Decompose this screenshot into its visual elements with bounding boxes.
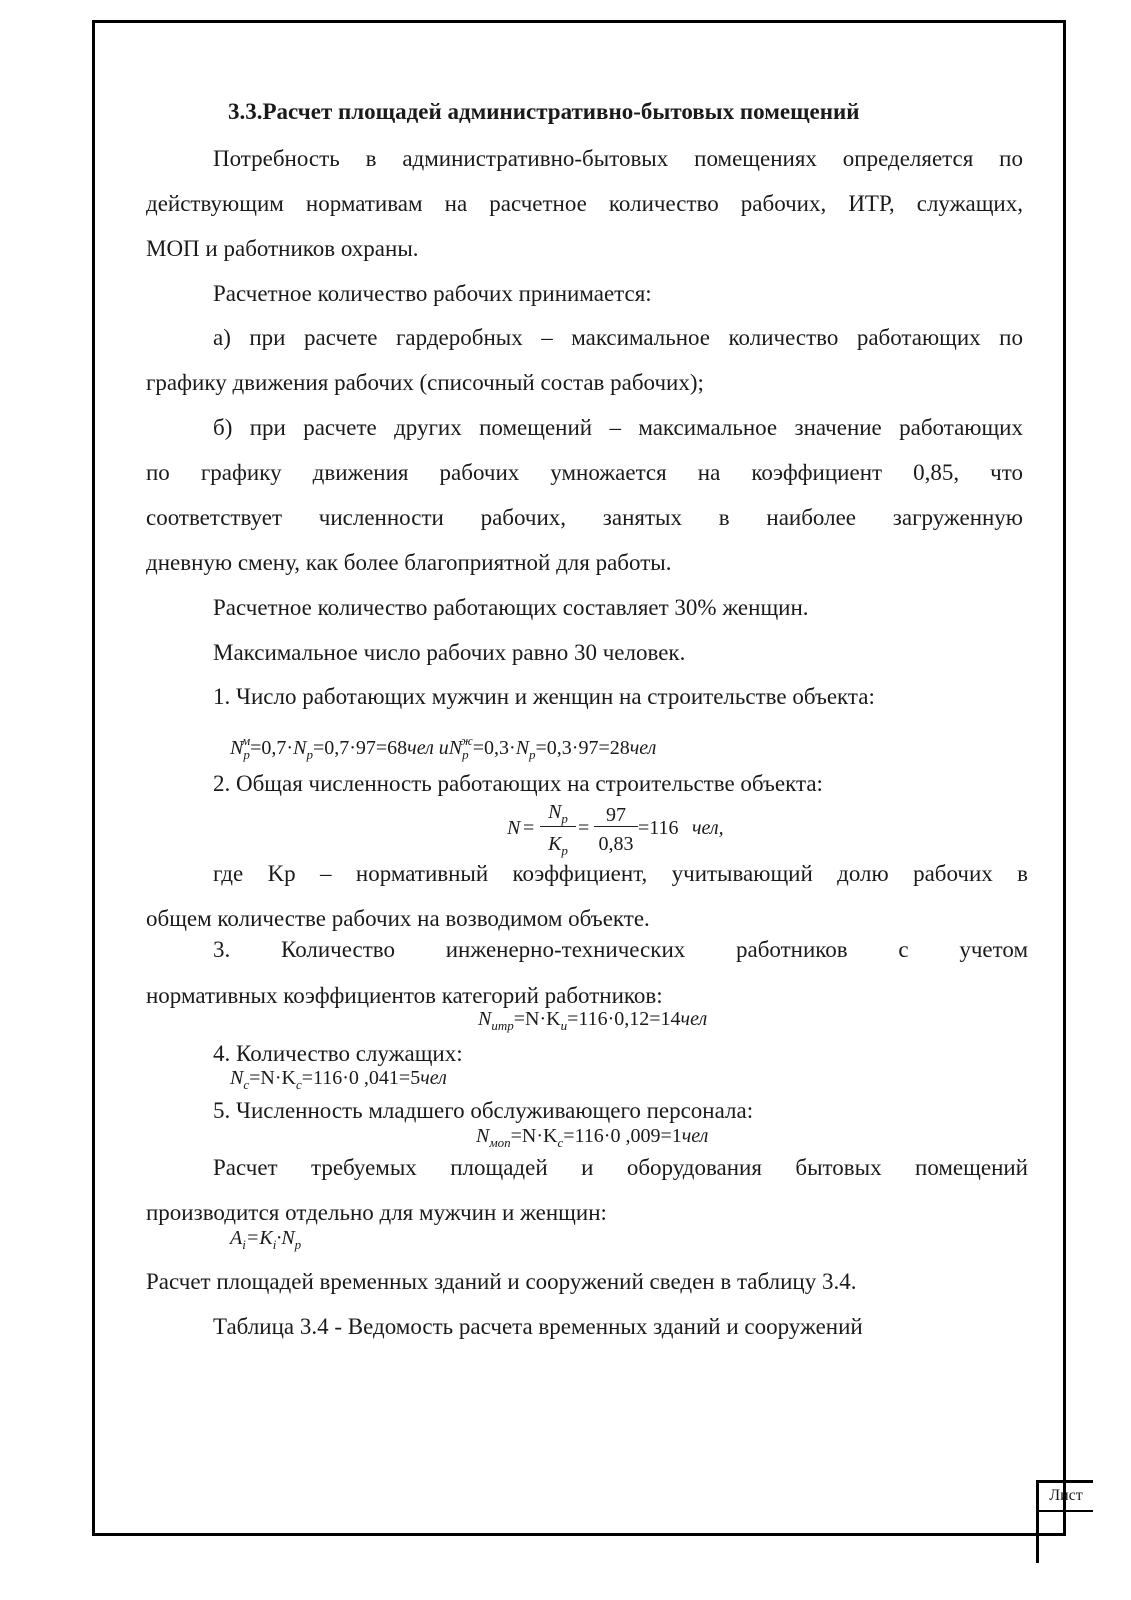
formula-superscript: м xyxy=(241,733,251,748)
fraction-denominator: 0,83 xyxy=(598,833,634,855)
paragraph-line: 1. Число работающих мужчин и женщин на строительстве объекта: xyxy=(213,684,875,709)
formula-text: =116 xyxy=(638,817,679,839)
paragraph-line: Потребность в административно-бытовых помещениях определяется по xyxy=(213,146,1023,171)
paragraph-line: где Kр – нормативный коэффициент, учитывающий долю рабочих в xyxy=(213,861,1028,886)
paragraph-line: общем количестве рабочих на возводимом объекте. xyxy=(146,906,650,931)
paragraph-line: 3. Количество инженерно-технических работников с учетом xyxy=(213,937,1028,962)
formula-symbol: N xyxy=(230,737,244,759)
paragraph-line: Расчет требуемых площадей и оборудования бытовых помещений xyxy=(213,1155,1028,1180)
paragraph-line: дневную смену, как более благоприятной для работы. xyxy=(146,550,672,575)
formula-workers-by-gender xyxy=(230,729,656,767)
formula-mop: $N_{моп}=N\cdot K_c=116\cdot 0$ ,009=1чел xyxy=(476,1125,709,1150)
formula-text: =0,3·97=28 xyxy=(535,737,630,759)
section-title: 3.3.Расчет площадей административно-бытовых помещений xyxy=(228,99,860,124)
formula-symbol: N xyxy=(293,737,307,759)
fraction-bar xyxy=(540,826,576,827)
paragraph-line: МОП и работников охраны. xyxy=(146,236,419,261)
formula-subscript: p xyxy=(243,747,250,762)
formula-itr: $N_{итр}=N\cdot K_и=116\cdot 0,12=14чел$ xyxy=(478,1008,708,1033)
formula-subscript: p xyxy=(306,747,313,762)
formula-text: = xyxy=(523,817,535,839)
table-caption: Таблица 3.4 - Ведомость расчета временных зданий и сооружений xyxy=(213,1314,863,1339)
formula-superscript: ж xyxy=(460,733,473,748)
paragraph-line: 2. Общая численность работающих на строительстве объекта: xyxy=(213,771,823,796)
sheet-stamp xyxy=(1036,1480,1093,1563)
formula-text: =0,7· xyxy=(250,737,294,759)
paragraph-line: действующим нормативам на расчетное количество рабочих, ИТР, служащих, xyxy=(146,191,1023,216)
sheet-stamp-label: Лист xyxy=(1049,1487,1083,1504)
paragraph-line: производится отдельно для мужчин и женщин: xyxy=(146,1200,607,1225)
paragraph-line: 5. Численность младшего обслуживающего персонала: xyxy=(213,1098,754,1123)
formula-area: $A_i=K_i\cdot N_p$ xyxy=(230,1227,302,1252)
fraction-denominator: $K_p$ xyxy=(548,833,568,858)
sheet-stamp-divider xyxy=(1039,1510,1093,1512)
formula-symbol: N xyxy=(515,737,530,759)
paragraph-line: Расчетное количество работающих составляет 30% женщин. xyxy=(213,595,809,620)
formula-unit: чел, xyxy=(692,817,724,839)
formula-subscript: p xyxy=(462,747,469,762)
fraction-numerator: $N_p$ xyxy=(548,801,568,826)
formula-symbol: N xyxy=(448,737,463,759)
paragraph-line: по графику движения рабочих умножается на коэффициент 0,85, что xyxy=(146,460,1023,485)
formula-text: = xyxy=(578,817,590,839)
paragraph-line: Расчет площадей временных зданий и сооружений сведен в таблицу 3.4. xyxy=(146,1269,857,1294)
formula-subscript: p xyxy=(529,747,536,762)
paragraph-line: Расчетное количество рабочих принимается: xyxy=(213,281,652,306)
paragraph-line: графику движения рабочих (списочный состав рабочих); xyxy=(146,370,704,395)
fraction-numerator: 97 xyxy=(606,804,626,826)
formula-unit: чел xyxy=(629,737,657,759)
paragraph-line: соответствует численности рабочих, занятых в наиболее загруженную xyxy=(146,505,1023,530)
paragraph-line: Максимальное число рабочих равно 30 человек. xyxy=(213,640,686,665)
formula-text: =0,7·97=68 xyxy=(312,737,408,759)
formula-symbol: N xyxy=(507,817,521,839)
formula-employees: $N_c=N\cdot K_c=116\cdot 0$ ,041=5чел xyxy=(230,1067,447,1092)
paragraph-line: нормативных коэффициентов категорий работников: xyxy=(146,983,663,1008)
formula-unit: чел и xyxy=(407,737,449,759)
paragraph-line: б) при расчете других помещений – максимальное значение работающих xyxy=(213,415,1023,440)
paragraph-line: 4. Количество служащих: xyxy=(213,1041,463,1066)
fraction-bar xyxy=(594,826,638,827)
paragraph-line: а) при расчете гардеробных – максимальное количество работающих по xyxy=(213,325,1023,350)
formula-text: =0,3· xyxy=(472,737,516,759)
